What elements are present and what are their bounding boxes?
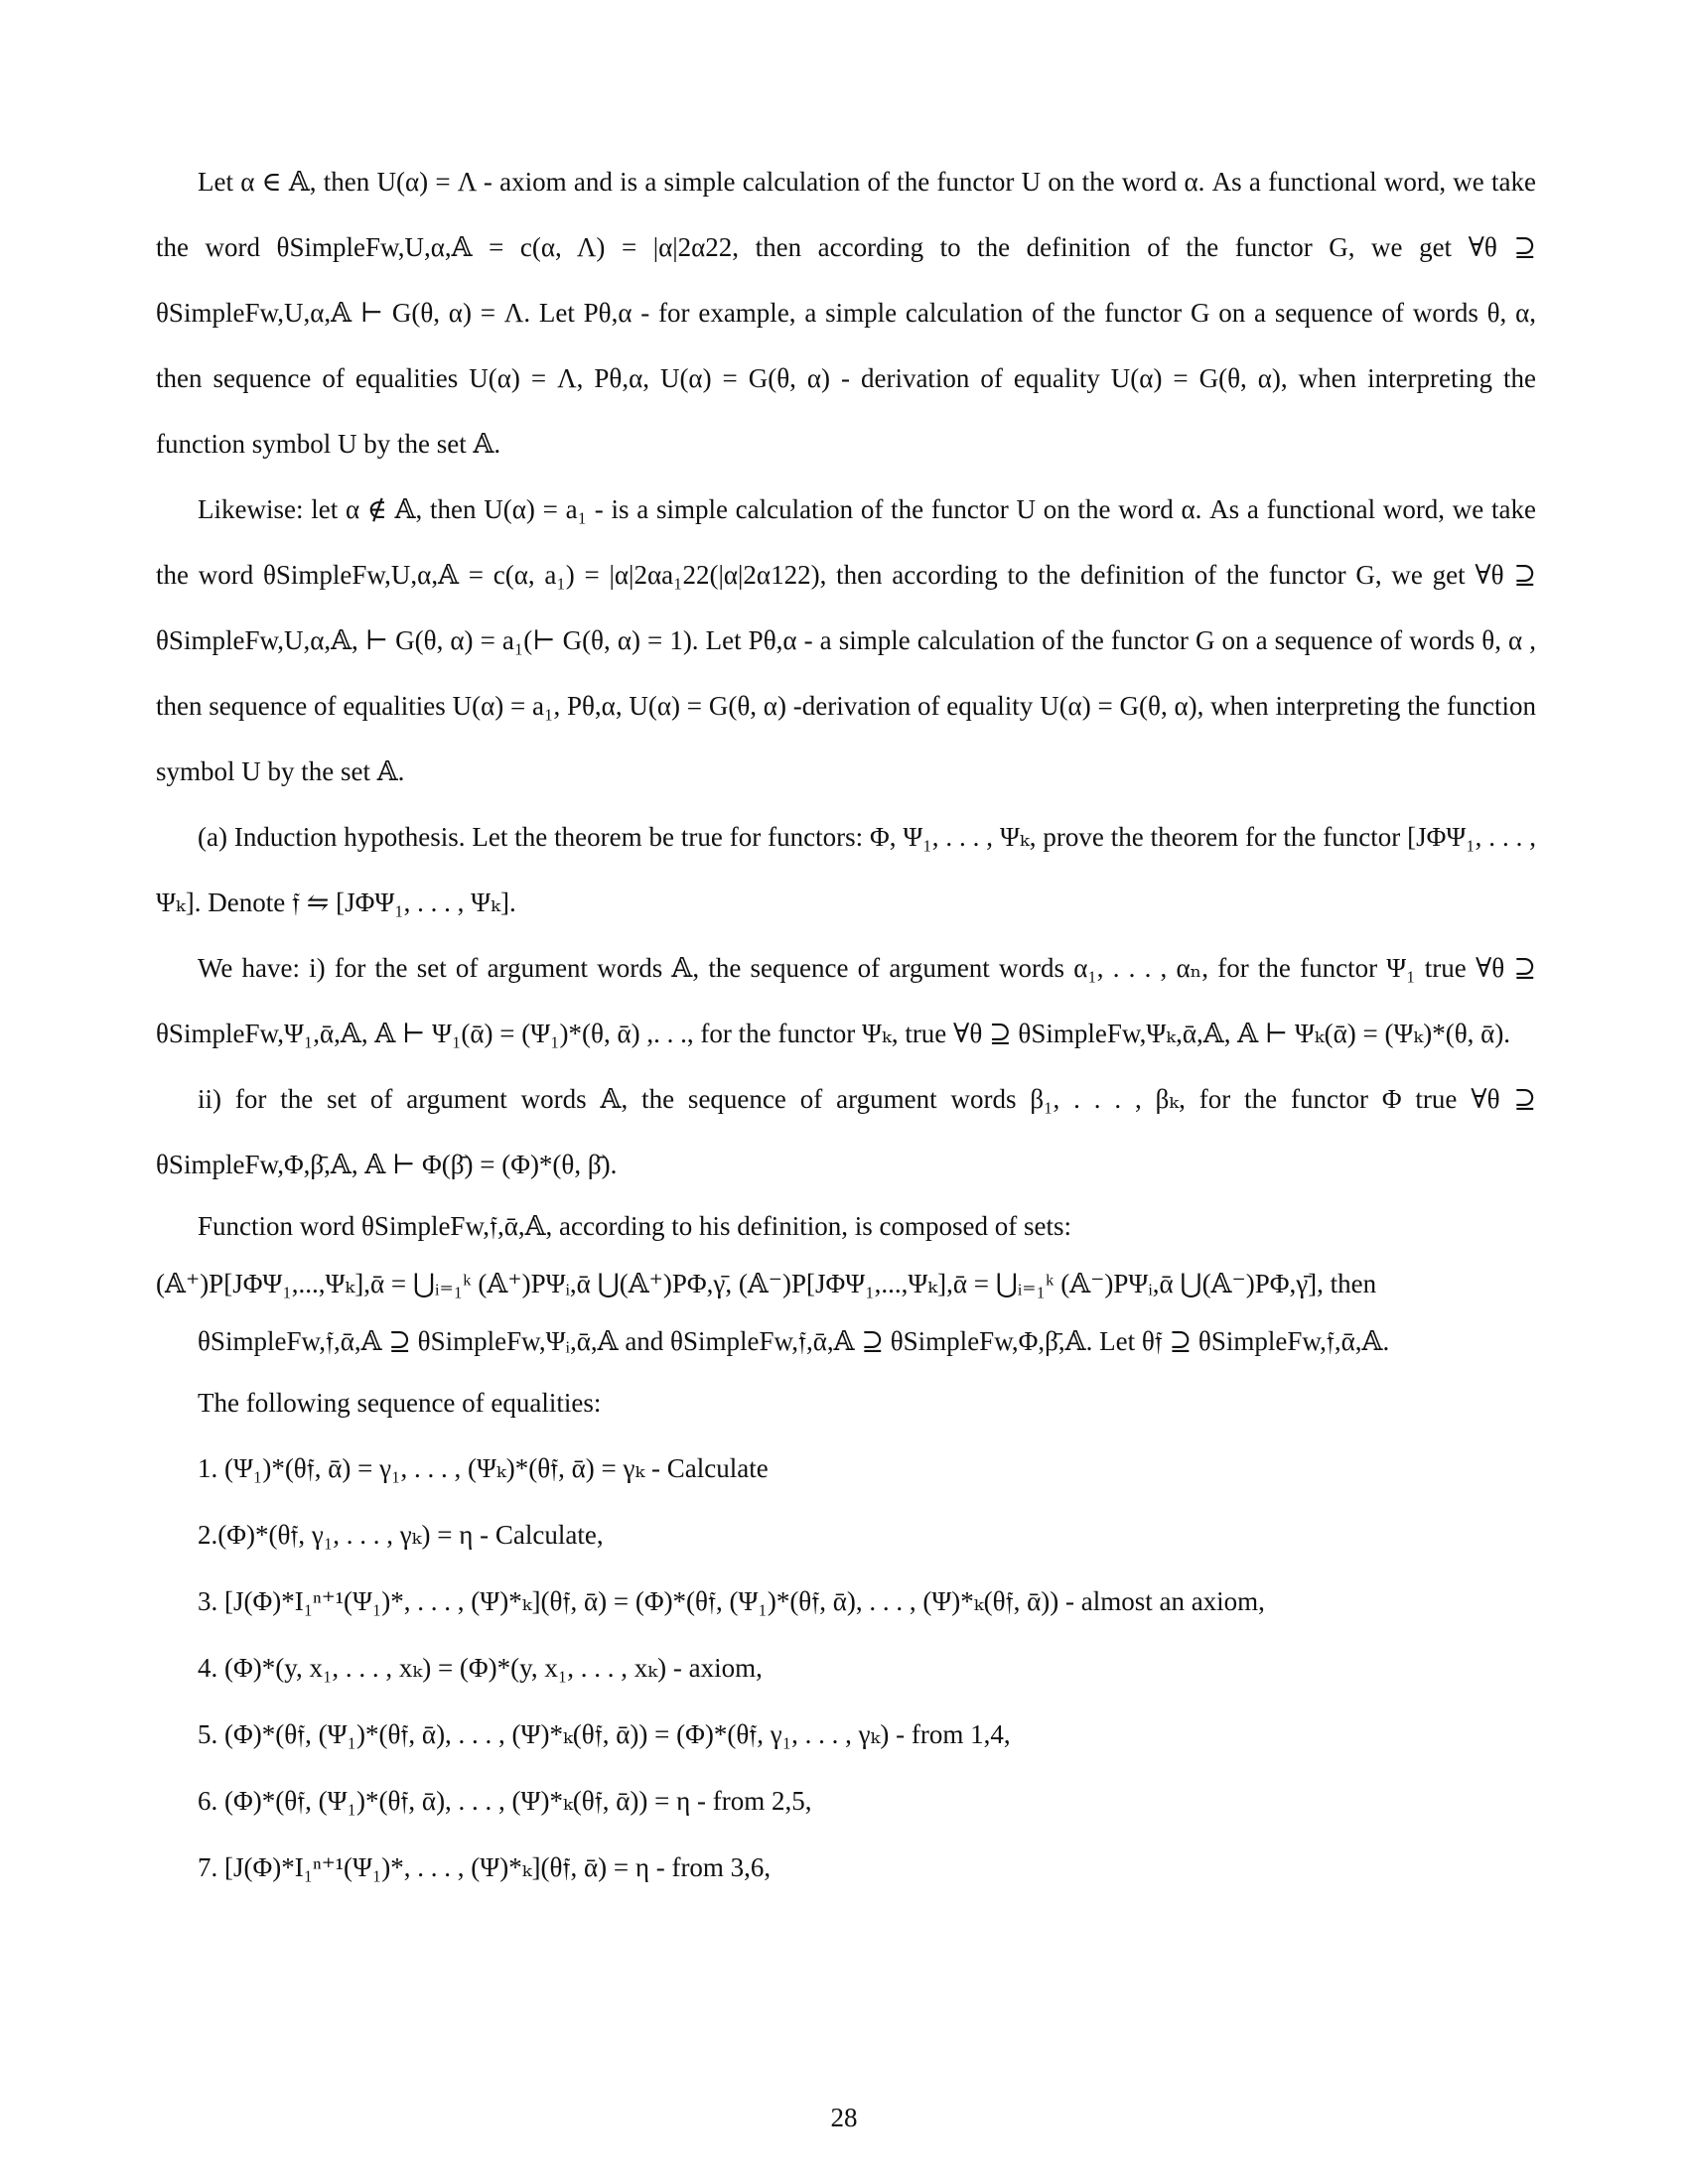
equality-item: 5. (Φ)*(θ𝔣, (Ψ₁)*(θ𝔣, ᾱ), . . . , (Ψ)*ₖ(θ𝔣, ᾱ)) = (Φ)*(θ𝔣, γ₁, . . . , γₖ) - from 1,4, bbox=[198, 1719, 1011, 1749]
page-body bbox=[156, 149, 1536, 1901]
equality-item: 3. [J(Φ)*I₁ⁿ⁺¹(Ψ₁)*, . . . , (Ψ)*ₖ](θ𝔣, ᾱ) = (Φ)*(θ𝔣, (Ψ₁)*(θ𝔣, ᾱ), . . . , (Ψ)*ₖ(θ𝔣, ᾱ)) - almost an axiom, bbox=[198, 1586, 1265, 1616]
equality-item: 4. (Φ)*(y, x₁, . . . , xₖ) = (Φ)*(y, x₁, . . . , xₖ) - axiom, bbox=[198, 1653, 763, 1683]
equality-item: 2.(Φ)*(θ𝔣, γ₁, . . . , γₖ) = η - Calculate, bbox=[198, 1520, 604, 1550]
paragraph-calculation-in-set: Let α ∈ 𝔸, then U(α) = Λ - axiom and is a simple calculation of the functor U on the word α. As a functional word, we take the word θSimpleFw,U,α,𝔸 = c(α, Λ) = |α|2α22, then according to the definition of the functor G, we get ∀θ ⊇ θSimpleFw,U,α,𝔸 ⊢ G(θ, α) = Λ. Let Pθ,α - for example, a simple calculation of the functor G on a sequence of words θ, α, then sequence of equalities U(α) = Λ, Pθ,α, U(α) = G(θ, α) - derivation of equality U(α) = G(θ, α), when interpreting the function symbol U by the set 𝔸. bbox=[156, 167, 1536, 459]
paragraph-induction-hypothesis: (a) Induction hypothesis. Let the theorem be true for functors: Φ, Ψ₁, . . . , Ψₖ, prove the theorem for the functor [JΦΨ₁, . . . , Ψₖ]. Denote 𝔣 ⇋ [JΦΨ₁, . . . , Ψₖ]. bbox=[156, 822, 1536, 917]
paragraph-function-word: Function word θSimpleFw,𝔣,ᾱ,𝔸, according to his definition, is composed of sets: bbox=[198, 1211, 1071, 1241]
equality-item: 1. (Ψ₁)*(θ𝔣, ᾱ) = γ₁, . . . , (Ψₖ)*(θ𝔣, ᾱ) = γₖ - Calculate bbox=[198, 1453, 769, 1483]
equality-item: 7. [J(Φ)*I₁ⁿ⁺¹(Ψ₁)*, . . . , (Ψ)*ₖ](θ𝔣, ᾱ) = η - from 3,6, bbox=[198, 1852, 772, 1882]
paragraph-calculation-not-in-set: Likewise: let α ∉ 𝔸, then U(α) = a₁ - is a simple calculation of the functor U on the word α. As a functional word, we take the word θSimpleFw,U,α,𝔸 = c(α, a₁) = |α|2αa₁22(|α|2α122), then according to the definition of the functor G, we get ∀θ ⊇ θSimpleFw,U,α,𝔸, ⊢ G(θ, α) = a₁(⊢ G(θ, α) = 1). Let Pθ,α - a simple calculation of the functor G on a sequence of words θ, α , then sequence of equalities U(α) = a₁, Pθ,α, U(α) = G(θ, α) -derivation of equality U(α) = G(θ, α), when interpreting the function symbol U by the set 𝔸. bbox=[156, 494, 1536, 786]
page-number: 28 bbox=[830, 2103, 858, 2132]
equality-list bbox=[156, 1435, 1536, 1901]
display-equation-sets: (𝔸⁺)P[JΦΨ₁,...,Ψₖ],ᾱ = ⋃ᵢ₌₁ᵏ (𝔸⁺)PΨᵢ,ᾱ ⋃(𝔸⁺)PΦ,γ̄, (𝔸⁻)P[JΦΨ₁,...,Ψₖ],ᾱ = ⋃ᵢ₌₁ᵏ (𝔸⁻)PΨᵢ,ᾱ ⋃(𝔸⁻)PΦ,γ̄], then bbox=[156, 1269, 1377, 1298]
paragraph-inclusions: θSimpleFw,𝔣,ᾱ,𝔸 ⊇ θSimpleFw,Ψᵢ,ᾱ,𝔸 and θSimpleFw,𝔣,ᾱ,𝔸 ⊇ θSimpleFw,Φ,β̄,𝔸. Let θ𝔣 ⊇ θSimpleFw,𝔣,ᾱ,𝔸. bbox=[198, 1326, 1390, 1356]
paragraph-case-ii: ii) for the set of argument words 𝔸, the sequence of argument words β₁, . . . , βₖ, for the functor Φ true ∀θ ⊇ θSimpleFw,Φ,β̄,𝔸, 𝔸 ⊢ Φ(β̄) = (Φ)*(θ, β̄). bbox=[156, 1084, 1536, 1179]
paragraph-sequence-intro: The following sequence of equalities: bbox=[198, 1388, 602, 1418]
equality-item: 6. (Φ)*(θ𝔣, (Ψ₁)*(θ𝔣, ᾱ), . . . , (Ψ)*ₖ(θ𝔣, ᾱ)) = η - from 2,5, bbox=[198, 1786, 812, 1816]
paragraph-we-have: We have: i) for the set of argument words 𝔸, the sequence of argument words α₁, . . . , αₙ, for the functor Ψ₁ true ∀θ ⊇ θSimpleFw,Ψ₁,ᾱ,𝔸, 𝔸 ⊢ Ψ₁(ᾱ) = (Ψ₁)*(θ, ᾱ) ,. . ., for the functor Ψₖ, true ∀θ ⊇ θSimpleFw,Ψₖ,ᾱ,𝔸, 𝔸 ⊢ Ψₖ(ᾱ) = (Ψₖ)*(θ, ᾱ). bbox=[156, 953, 1536, 1048]
